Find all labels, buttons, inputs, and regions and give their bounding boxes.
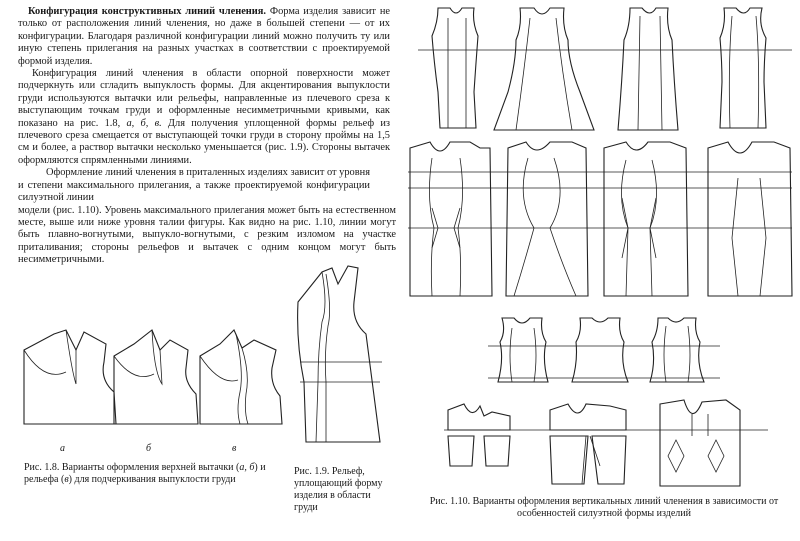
paragraph-3: Оформление линий членения в приталенных изделиях зависит от уровня и степени максимального прилегания, а также проектируемой конфигурации силуэтной линии <box>18 167 370 204</box>
top-3 <box>650 318 704 382</box>
dress-3 <box>618 8 678 130</box>
pattern-2 <box>506 142 588 296</box>
pattern-3 <box>604 142 688 296</box>
draft-3 <box>660 400 740 486</box>
figure-1-8-caption: Рис. 1.8. Варианты оформления верхней вытачки (а, б) и рельефа (в) для подчеркивания выпуклости груди <box>24 462 266 485</box>
paragraph-4: модели (рис. 1.10). Уровень максимального прилегания может быть на естественном месте, выше или ниже уровня талии фигуры. Как видно на рис. 1.10, линии могут быть плавно-вогнутыми, выпукло-вогнутыми, с резким изломом на участке приталивания; стороны рельефов и вытачек с одним концом могут быть несимметричными. <box>18 204 396 266</box>
pattern-1 <box>410 142 492 296</box>
paragraph-1 <box>18 6 390 68</box>
figure-1-10-drafts <box>440 396 772 492</box>
dress-2 <box>494 8 594 130</box>
draft-2 <box>550 404 626 484</box>
draft-1 <box>448 404 510 466</box>
fig18-label-a: а <box>60 443 65 454</box>
figure-1-9-drawing <box>292 262 392 462</box>
dress-4 <box>720 8 766 128</box>
article-text <box>18 6 396 267</box>
fig18-label-b: б <box>146 443 152 454</box>
fig18-label-c: в <box>232 443 237 454</box>
pattern-4 <box>708 142 792 296</box>
bodice-a <box>24 330 116 424</box>
figure-1-10-patterns <box>404 138 796 302</box>
section-heading: Конфигурация конструктивных линий членения. <box>28 6 267 17</box>
figure-1-9-caption: Рис. 1.9. Рельеф, уплощающий форму изделия в области груди <box>294 466 383 513</box>
figure-1-10-dresses <box>412 2 796 140</box>
bodice-c <box>200 330 282 424</box>
top-2 <box>572 318 628 382</box>
paragraph-1-body: Форма изделия зависит не только от расположения линий членения, но даже в большей степени — от их конфигурации. Благодаря различной конфигурации линий можно получить ту или иную степень прилегания на разных участках в соответствии с проектируемой формой изделия. <box>18 6 391 67</box>
figure-1-8-drawing <box>14 322 284 442</box>
figure-1-10-caption: Рис. 1.10. Варианты оформления вертикальных линий членения в зависимости от особенностей силуэтной формы изделий <box>429 496 779 519</box>
bodice-b <box>114 330 198 424</box>
paragraph-2: Конфигурация линий членения в области опорной поверхности может подчеркнуть или сгладить выпуклость формы. Для акцентирования выпуклости груди используются вытачки или рельефы, направленные из плечевого среза к выступающим точкам груди и оформленные несимметричными кривыми, как показано на рис. 1.8, а, б, в. Для получения уплощенной формы рельеф из плечевого среза смещается от выступающей точки груди в сторону проймы на 1,5 см и более, а раствор вытачки несколько уменьшается (рис. 1.9). Стороны вытачек оформляются спрямленными линиями. <box>18 68 390 166</box>
dress-1 <box>432 8 478 128</box>
figure-1-10-tops <box>486 312 722 388</box>
top-1 <box>498 318 548 382</box>
